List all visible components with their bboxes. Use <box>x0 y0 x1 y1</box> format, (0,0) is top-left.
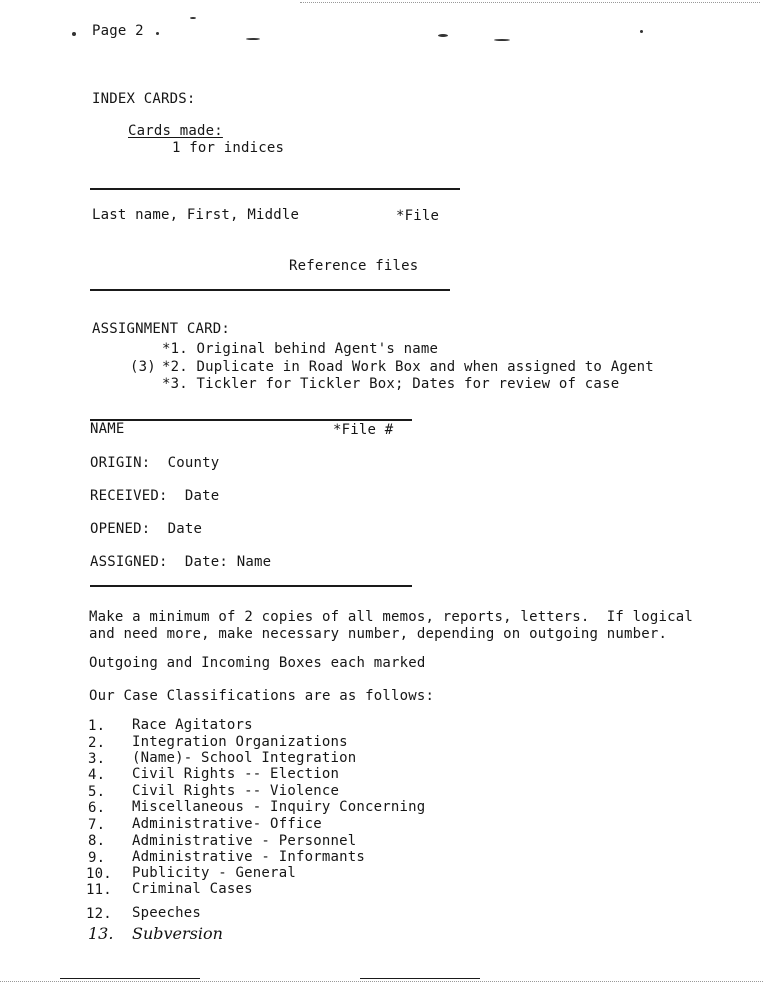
classification-number: 2. <box>88 735 106 751</box>
classification-number: 8. <box>88 833 106 849</box>
bottom-edge-artifact <box>0 981 763 982</box>
copies-instruction-line-1: Make a minimum of 2 copies of all memos, reports, letters. If logical <box>89 609 694 625</box>
reference-files-label: Reference files <box>289 258 419 274</box>
classification-number: 10. <box>86 866 112 882</box>
classification-label: Civil Rights -- Election <box>132 766 340 782</box>
scan-speck <box>494 39 510 41</box>
classification-label: Criminal Cases <box>132 881 253 897</box>
classification-number: 5. <box>88 784 106 800</box>
classification-number: 12. <box>86 906 112 922</box>
form-opened-row: OPENED: Date <box>90 521 203 537</box>
card-divider-top <box>90 188 460 190</box>
classification-number: 7. <box>88 817 106 833</box>
assignment-item-2: *2. Duplicate in Road Work Box and when assigned to Agent <box>162 359 654 375</box>
scan-speck <box>640 30 643 33</box>
classification-label: Speeches <box>132 905 202 921</box>
file-label: *File <box>396 208 440 224</box>
classification-label: Administrative- Office <box>132 816 322 832</box>
assignment-item-1: *1. Original behind Agent's name <box>162 341 439 357</box>
classification-number: 4. <box>88 767 106 783</box>
classification-number: 6. <box>88 800 106 816</box>
scan-speck <box>72 32 76 36</box>
form-name-label: NAME <box>90 421 125 437</box>
classification-number: 9. <box>88 850 106 866</box>
form-received-row: RECEIVED: Date <box>90 488 220 504</box>
card-divider-bottom <box>90 289 450 291</box>
scan-speck <box>156 32 159 35</box>
assignment-item-3: *3. Tickler for Tickler Box; Dates for review of case <box>162 376 620 392</box>
classification-number: 3. <box>88 751 106 767</box>
classification-label: Civil Rights -- Violence <box>132 783 340 799</box>
form-divider-bottom <box>90 585 412 587</box>
classification-label: Publicity - General <box>132 865 296 881</box>
classification-label: Race Agitators <box>132 717 253 733</box>
form-divider-top <box>90 419 412 421</box>
scan-speck <box>190 17 196 19</box>
top-edge-artifact <box>300 2 760 3</box>
classification-label: Miscellaneous - Inquiry Concerning <box>132 799 426 815</box>
scan-speck <box>438 34 448 37</box>
form-assigned-row: ASSIGNED: Date: Name <box>90 554 272 570</box>
classification-label: Administrative - Personnel <box>132 833 357 849</box>
page-number: Page 2 <box>92 23 144 39</box>
classification-label: Administrative - Informants <box>132 849 365 865</box>
classification-label: (Name)- School Integration <box>132 750 357 766</box>
cards-made-label: Cards made: <box>128 123 223 139</box>
bottom-edge-line <box>360 978 480 979</box>
handwritten-classification: Subversion <box>132 924 223 943</box>
assignment-card-heading: ASSIGNMENT CARD: <box>92 321 231 337</box>
bottom-edge-line <box>60 978 200 979</box>
assignment-item-2-prefix: (3) <box>130 359 156 375</box>
scan-speck <box>246 38 260 40</box>
index-cards-heading: INDEX CARDS: <box>92 91 196 107</box>
classification-number: 1. <box>88 718 106 734</box>
classifications-intro: Our Case Classifications are as follows: <box>89 688 435 704</box>
name-line-label: Last name, First, Middle <box>92 207 300 223</box>
form-file-number-label: *File # <box>333 422 394 438</box>
handwritten-number: 13. <box>88 924 114 943</box>
classification-number: 11. <box>86 882 112 898</box>
classification-label: Integration Organizations <box>132 734 348 750</box>
form-origin-row: ORIGIN: County <box>90 455 220 471</box>
copies-instruction-line-2: and need more, make necessary number, depending on outgoing number. <box>89 626 668 642</box>
cards-made-value: 1 for indices <box>172 140 285 156</box>
boxes-note: Outgoing and Incoming Boxes each marked <box>89 655 426 671</box>
